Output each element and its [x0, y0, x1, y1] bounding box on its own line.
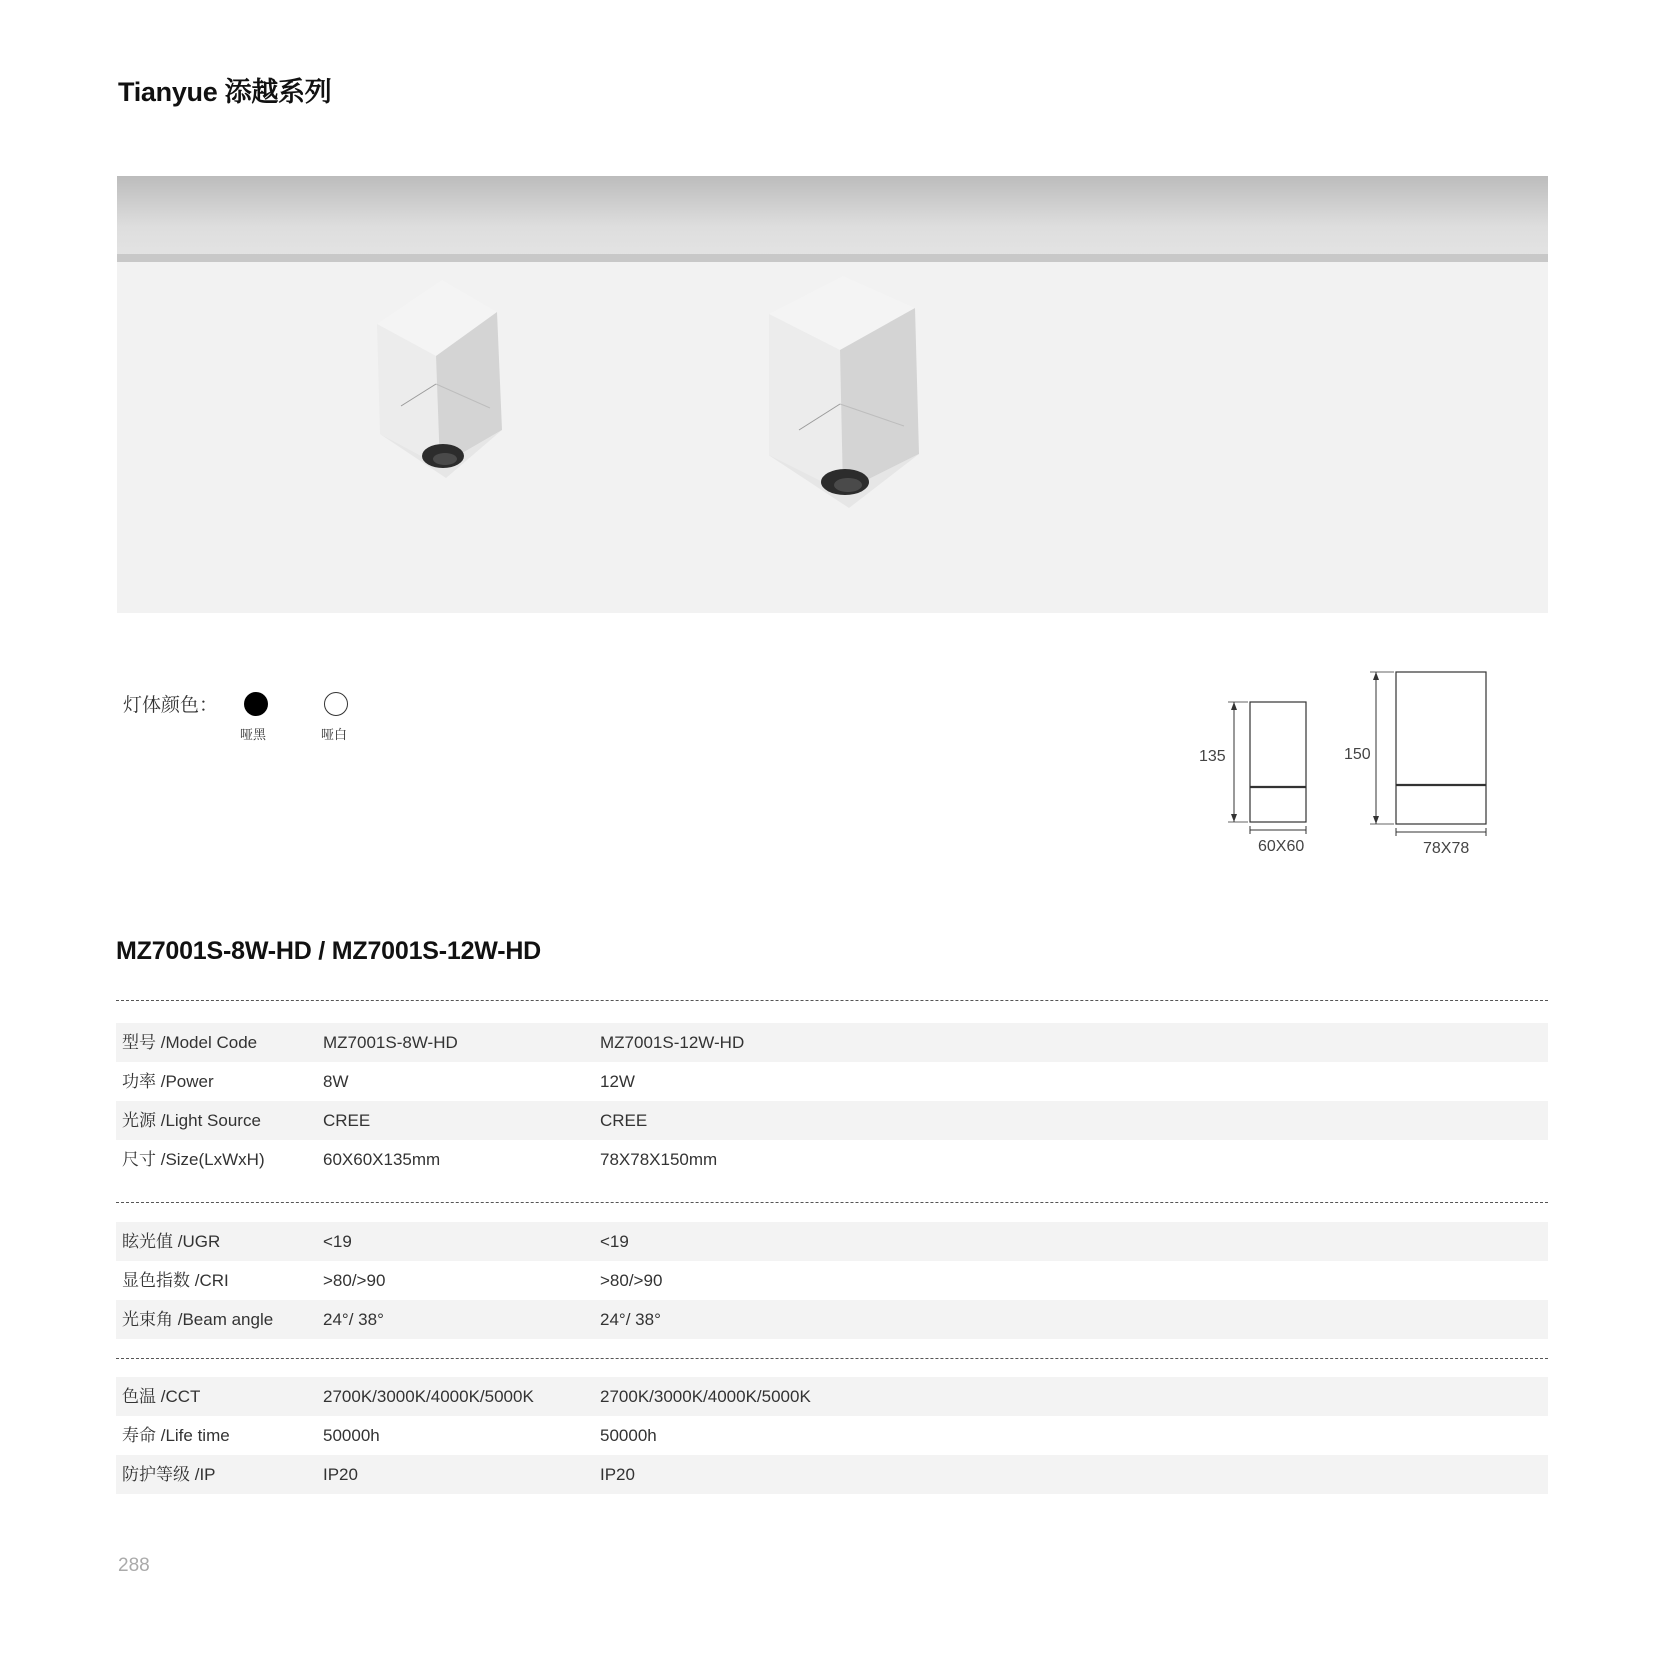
table-row: [116, 1261, 1548, 1300]
spec-label: 眩光值 /UGR: [122, 1232, 221, 1251]
table-row: [116, 1455, 1548, 1494]
large-height-label: 150: [1344, 746, 1371, 763]
table-row: [116, 1101, 1548, 1140]
spec-label: 型号 /Model Code: [122, 1033, 258, 1052]
spec-group-optics: [116, 1222, 1548, 1339]
spec-label: 光束角 /Beam angle: [122, 1310, 274, 1329]
spec-label: 光源 /Light Source: [122, 1111, 261, 1130]
small-base-label: 60X60: [1258, 838, 1305, 855]
spec-value-8w: MZ7001S-8W-HD: [323, 1033, 458, 1052]
table-row: [116, 1062, 1548, 1101]
matte-black-caption: 哑黑: [240, 727, 267, 742]
finish-label: 灯体颜色：: [123, 695, 219, 716]
spec-value-12w: 50000h: [600, 1426, 657, 1445]
small-model-dimension: [1199, 702, 1306, 855]
spec-value-12w: <19: [600, 1232, 629, 1251]
spec-label: 色温 /CCT: [122, 1387, 201, 1406]
model-heading: MZ7001S-8W-HD / MZ7001S-12W-HD: [116, 937, 542, 965]
spec-value-8w: 60X60X135mm: [323, 1150, 441, 1169]
ceiling-edge: [117, 254, 1548, 262]
spec-group-basic: [116, 1023, 1548, 1179]
spec-value-12w: 24°/ 38°: [600, 1310, 661, 1329]
spec-value-12w: MZ7001S-12W-HD: [600, 1033, 745, 1052]
large-model-dimension: [1344, 672, 1486, 857]
table-row: [116, 1023, 1548, 1062]
table-row: [116, 1300, 1548, 1339]
spec-value-12w: CREE: [600, 1111, 648, 1130]
page-number: 288: [118, 1555, 150, 1576]
small-height-label: 135: [1199, 748, 1226, 765]
spec-value-8w: IP20: [323, 1465, 358, 1484]
spec-group-electrical: [116, 1377, 1548, 1494]
spec-value-8w: <19: [323, 1232, 352, 1251]
table-row: [116, 1222, 1548, 1261]
spec-value-12w: 78X78X150mm: [600, 1150, 718, 1169]
spec-value-8w: 8W: [323, 1072, 349, 1091]
table-row: [116, 1377, 1548, 1416]
large-downlight-image: [769, 276, 939, 530]
section-divider: [116, 1202, 1548, 1203]
spec-value-8w: 24°/ 38°: [323, 1310, 384, 1329]
spec-label: 功率 /Power: [122, 1072, 214, 1091]
table-row: [116, 1416, 1548, 1455]
spec-value-12w: >80/>90: [600, 1271, 663, 1290]
matte-black-swatch: [244, 692, 268, 716]
ceiling-surface: [117, 176, 1548, 262]
page-title: Tianyue 添越系列: [118, 77, 332, 107]
section-divider: [116, 1358, 1548, 1359]
matte-white-swatch: [324, 692, 348, 716]
spec-value-8w: >80/>90: [323, 1271, 386, 1290]
section-divider: [116, 1000, 1548, 1001]
spec-value-12w: IP20: [600, 1465, 635, 1484]
spec-label: 尺寸 /Size(LxWxH): [122, 1150, 265, 1169]
dimension-drawing: [1190, 660, 1530, 870]
spec-value-8w: 50000h: [323, 1426, 380, 1445]
table-row: [116, 1140, 1548, 1179]
spec-value-8w: 2700K/3000K/4000K/5000K: [323, 1387, 534, 1406]
spec-value-12w: 12W: [600, 1072, 635, 1091]
spec-label: 防护等级 /IP: [122, 1465, 216, 1484]
spec-label: 显色指数 /CRI: [122, 1271, 229, 1290]
product-photo: [117, 176, 1548, 613]
spec-value-8w: CREE: [323, 1111, 371, 1130]
matte-white-caption: 哑白: [321, 727, 348, 742]
spec-value-12w: 2700K/3000K/4000K/5000K: [600, 1387, 811, 1406]
large-base-label: 78X78: [1423, 840, 1470, 857]
spec-label: 寿命 /Life time: [122, 1426, 230, 1445]
small-downlight-image: [377, 280, 517, 496]
